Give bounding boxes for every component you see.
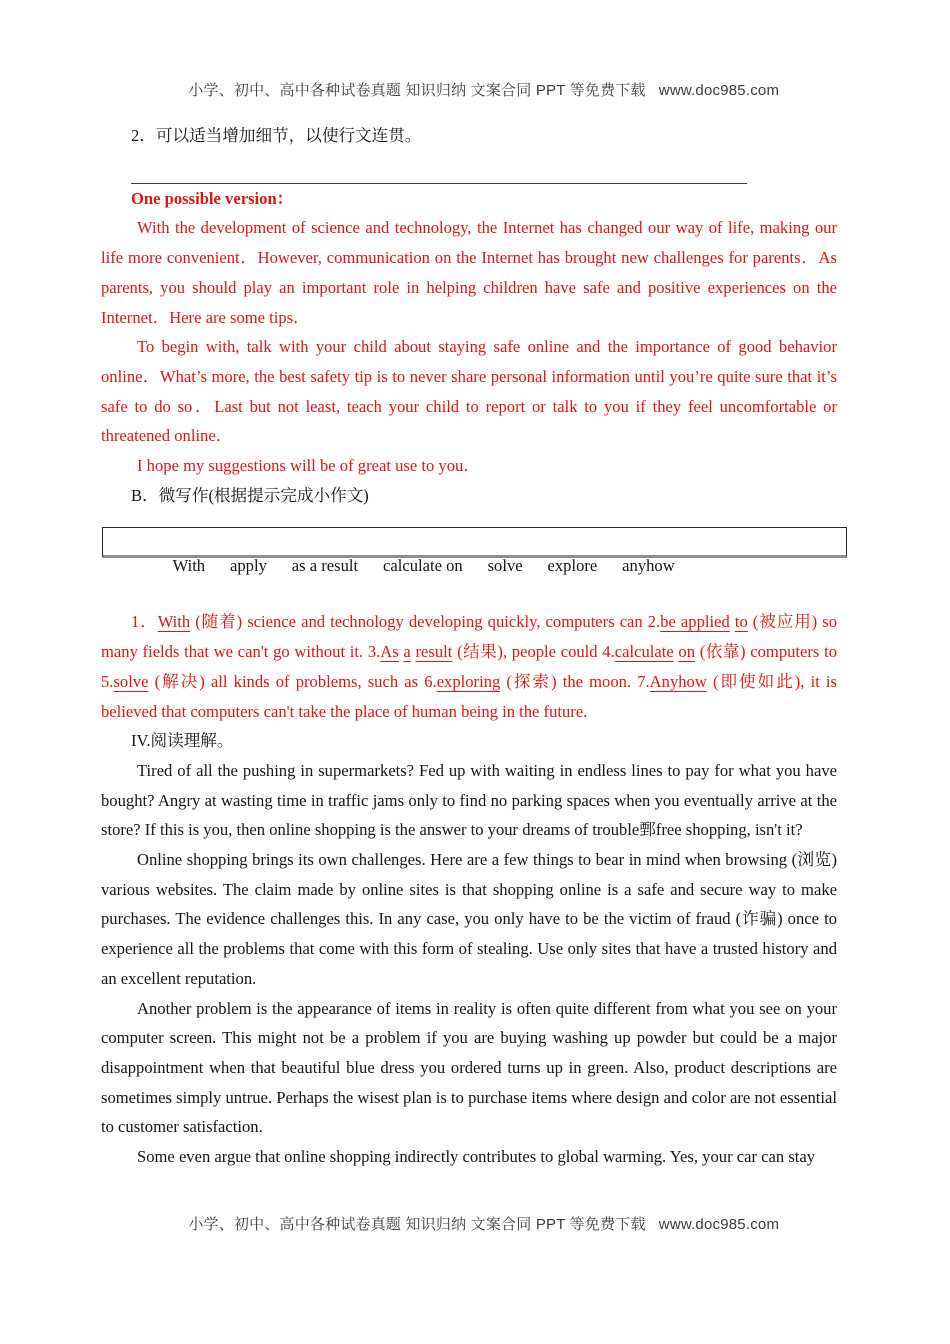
essay-paragraph-3: I hope my suggestions will be of great use to you．	[137, 456, 480, 476]
fill-in-answer: be applied	[660, 612, 730, 632]
page-footer	[0, 1196, 950, 1251]
fill-in-answer: to	[734, 612, 748, 632]
reading-paragraph-1: Tired of all the pushing in supermarkets? Fed up with waiting in endless lines to pay for what you have bought? Angry at wasting time in traffic jams only to find no parking spaces when you eventually arrive at the store? If this is you, then online shopping is the answer to your dreams of trouble鄄free shopping, isn't it?	[101, 760, 837, 840]
fill-in-answer: As	[380, 642, 399, 662]
fill-in-answer: Anyhow	[649, 671, 707, 691]
essay-paragraph-2: To begin with, talk with your child about staying safe online and the importance of good behavior online．What’s more, the best safety tip is to never share personal information until you’re quite sure that it’s safe to do so．Last but not least, teach your child to report or talk to you if they feel uncomfortable or threatened online．	[101, 337, 837, 446]
reading-paragraph-4: Some even argue that online shopping indirectly contributes to global warming. Yes, your car can stay	[137, 1147, 816, 1167]
fill-in-answer: solve	[113, 671, 149, 691]
page-header	[0, 62, 950, 117]
fill-in-text: (随着) science and technology developing quickly, computers can 2.	[190, 612, 661, 632]
word-bank: With apply as a result calculate on solve explore anyhow	[172, 556, 675, 576]
fill-in-text: (依靠) computers to 5.	[101, 642, 837, 691]
fill-in-text: (解决) all kinds of problems, such as 6.	[148, 671, 437, 691]
fill-in-paragraph	[101, 607, 837, 726]
word-bank-box	[102, 527, 847, 576]
essay-paragraph-1: With the development of science and technology, the Internet has changed our way of life, making our life more convenient．However, communication on the Internet has brought new challenges for parents．As parents, you should play an important role in helping children have safe and positive experiences on the Internet．Here are some tips．	[101, 218, 837, 327]
fill-in-answer: With	[157, 612, 191, 632]
reading-paragraph-3: Another problem is the appearance of items in reality is often quite different from what you see on your computer screen. This might not be a problem if you are buying washing up powder but could be a major disappointment when that beautiful blue dress you ordered turns up in green. Also, product descriptions are sometimes simply untrue. Perhaps the wisest plan is to purchase items where design and color are not essential to customer satisfaction.	[101, 998, 837, 1137]
section-iv-heading: IV.阅读理解。	[131, 731, 234, 751]
fill-in-text: (探索) the moon. 7.	[500, 671, 650, 691]
answer-blank-line	[101, 151, 837, 184]
reading-paragraph-2: Online shopping brings its own challenges. Here are a few things to bear in mind when browsing (浏览) various websites. The claim made by online sites is that shopping online is a safe and secure way to make purchases. The evidence challenges this. In any case, you only have to be the victim of fraud (诈骗) once to experience all the problems that come with this form of stealing. Use only sites that have a trusted history and an excellent reputation.	[101, 850, 837, 988]
fill-in-answer: a	[403, 642, 411, 662]
section-b-heading: B．微写作(根据提示完成小作文)	[131, 485, 369, 505]
footer-text: 小学、初中、高中各种试卷真题 知识归纳 文案合同 PPT 等免费下载 www.doc985.com	[188, 1216, 780, 1233]
note-line: 2．可以适当增加细节，以使行文连贯。	[131, 126, 422, 145]
fill-in-text: (被应用) so many fields that we can't go without it. 3.	[101, 612, 838, 662]
fill-in-answer: calculate	[614, 642, 674, 662]
fill-in-text: (即使如此), it is believed that computers can't take the place of human being in the future.	[101, 671, 837, 721]
fill-in-answer: on	[678, 642, 695, 662]
fill-in-text: (结果), people could 4.	[452, 642, 615, 662]
document-content	[101, 121, 837, 1172]
fill-in-answer: exploring	[436, 671, 501, 691]
header-text: 小学、初中、高中各种试卷真题 知识归纳 文案合同 PPT 等免费下载 www.doc985.com	[188, 82, 780, 99]
fill-in-answer: result	[415, 642, 453, 662]
one-possible-version-heading: One possible version：	[131, 188, 294, 208]
fill-in-text: 1．	[131, 612, 158, 632]
